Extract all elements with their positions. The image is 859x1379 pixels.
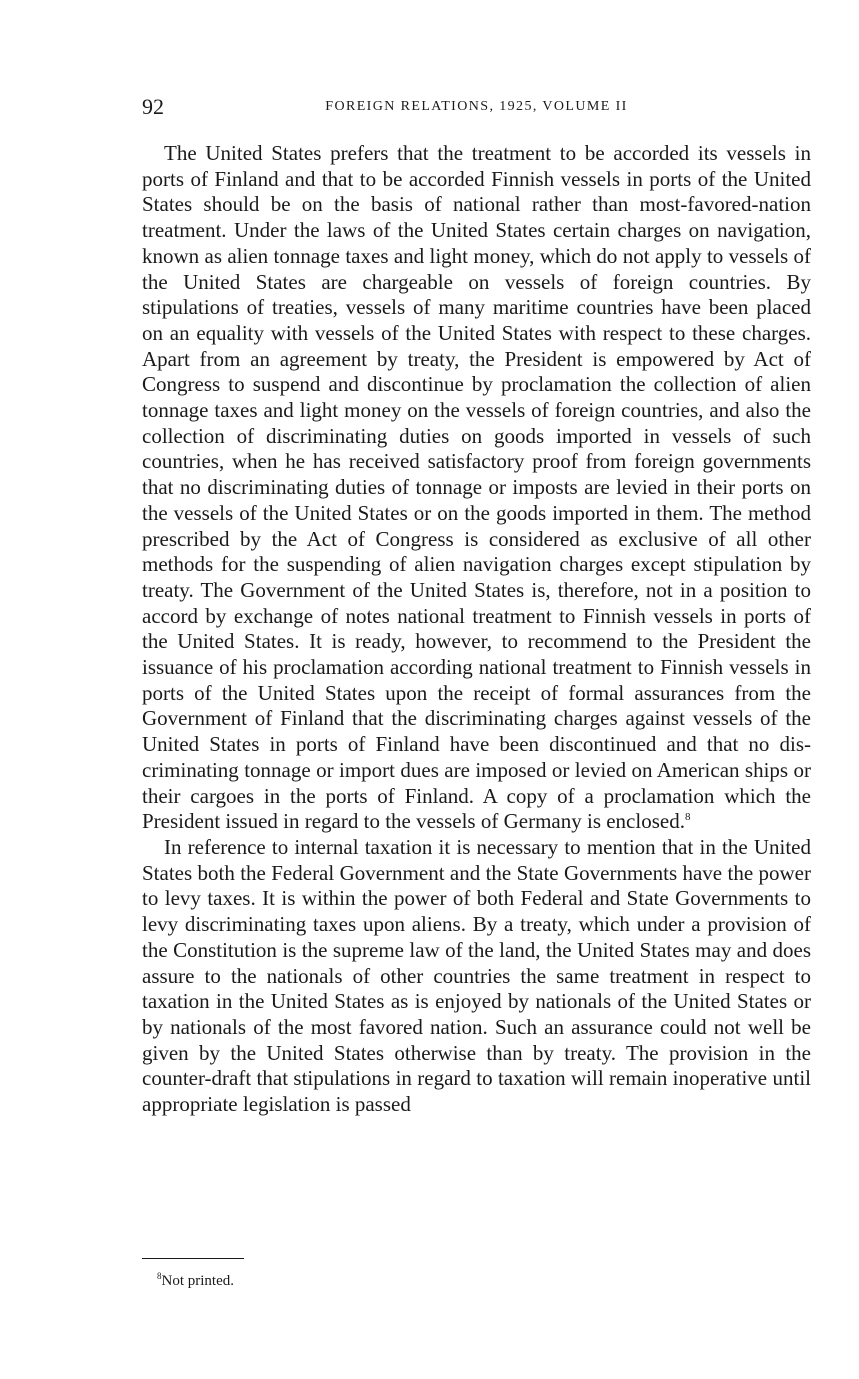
footnote-reference: 8 [684, 811, 691, 824]
page-number: 92 [142, 94, 164, 119]
paragraph-1 [142, 141, 811, 835]
footnote [157, 1271, 234, 1291]
body-text [142, 141, 811, 1118]
page-header [142, 94, 811, 124]
paragraph-2 [142, 835, 811, 1118]
paragraph-1-text: The United States prefers that the treatment to be accorded its vessels in ports of Finland and that to be accorded Finnish vessels in ports of the United States should be on the basis of national rather than most-favored-nation treatment. Under the laws of the United States certain charges on navigation, known as alien tonnage taxes and light money, which do not apply to vessels of the United States are chargeable on vessels of foreign countries. By stipulations of treaties, vessels of many maritime countries have been placed on an equality with vessels of the United States with respect to these charges. Apart from an agreement by treaty, the President is empowered by Act of Congress to suspend and discontinue by proclamation the collection of alien tonnage taxes and light money on the vessels of foreign countries, and also the collection of discriminating duties on goods imported in vessels of such countries, when he has received satisfactory proof from foreign governments that no discriminating duties of tonnage or imposts are levied in their ports on the vessels of the United States or on the goods imported in them. The method prescribed by the Act of Congress is considered as exclusive of all other methods for the suspending of alien navigation charges except stipulation by treaty. The Government of the United States is, therefore, not in a position to accord by exchange of notes national treatment to Finnish vessels in ports of the United States. It is ready, however, to recommend to the President the issuance of his proclamation according national treatment to Finnish vessels in ports of the United States upon the receipt of formal assurances from the Government of Finland that the discriminating charges against vessels of the United States in ports of Finland have been discontinued and that no discriminating tonnage or import dues are imposed or levied on American ships or their cargoes in the ports of Finland. A copy of a proclamation which the President issued in regard to the vessels of Germany is enclosed. [142, 141, 811, 834]
footnote-marker: 8 [157, 1271, 162, 1281]
running-head: FOREIGN RELATIONS, 1925, VOLUME II [325, 99, 628, 114]
paragraph-2-text: In reference to internal taxation it is necessary to mention that in the United States both the Federal Government and the State Governments have the power to levy taxes. It is within the power of both Federal and State Governments to levy discriminating taxes upon aliens. By a treaty, which under a provision of the Constitution is the supreme law of the land, the United States may and does assure to the nationals of other countries the same treatment in respect to taxation in the United States as is enjoyed by nationals of the United States or by nationals of the most favored nation. Such an assurance could not well be given by the United States otherwise than by treaty. The provision in the counter-draft that stipulations in regard to taxation will remain inoperative until appropriate legislation is passed [142, 834, 811, 1117]
footnote-text: Not printed. [161, 1273, 234, 1289]
footnote-divider [142, 1258, 244, 1259]
